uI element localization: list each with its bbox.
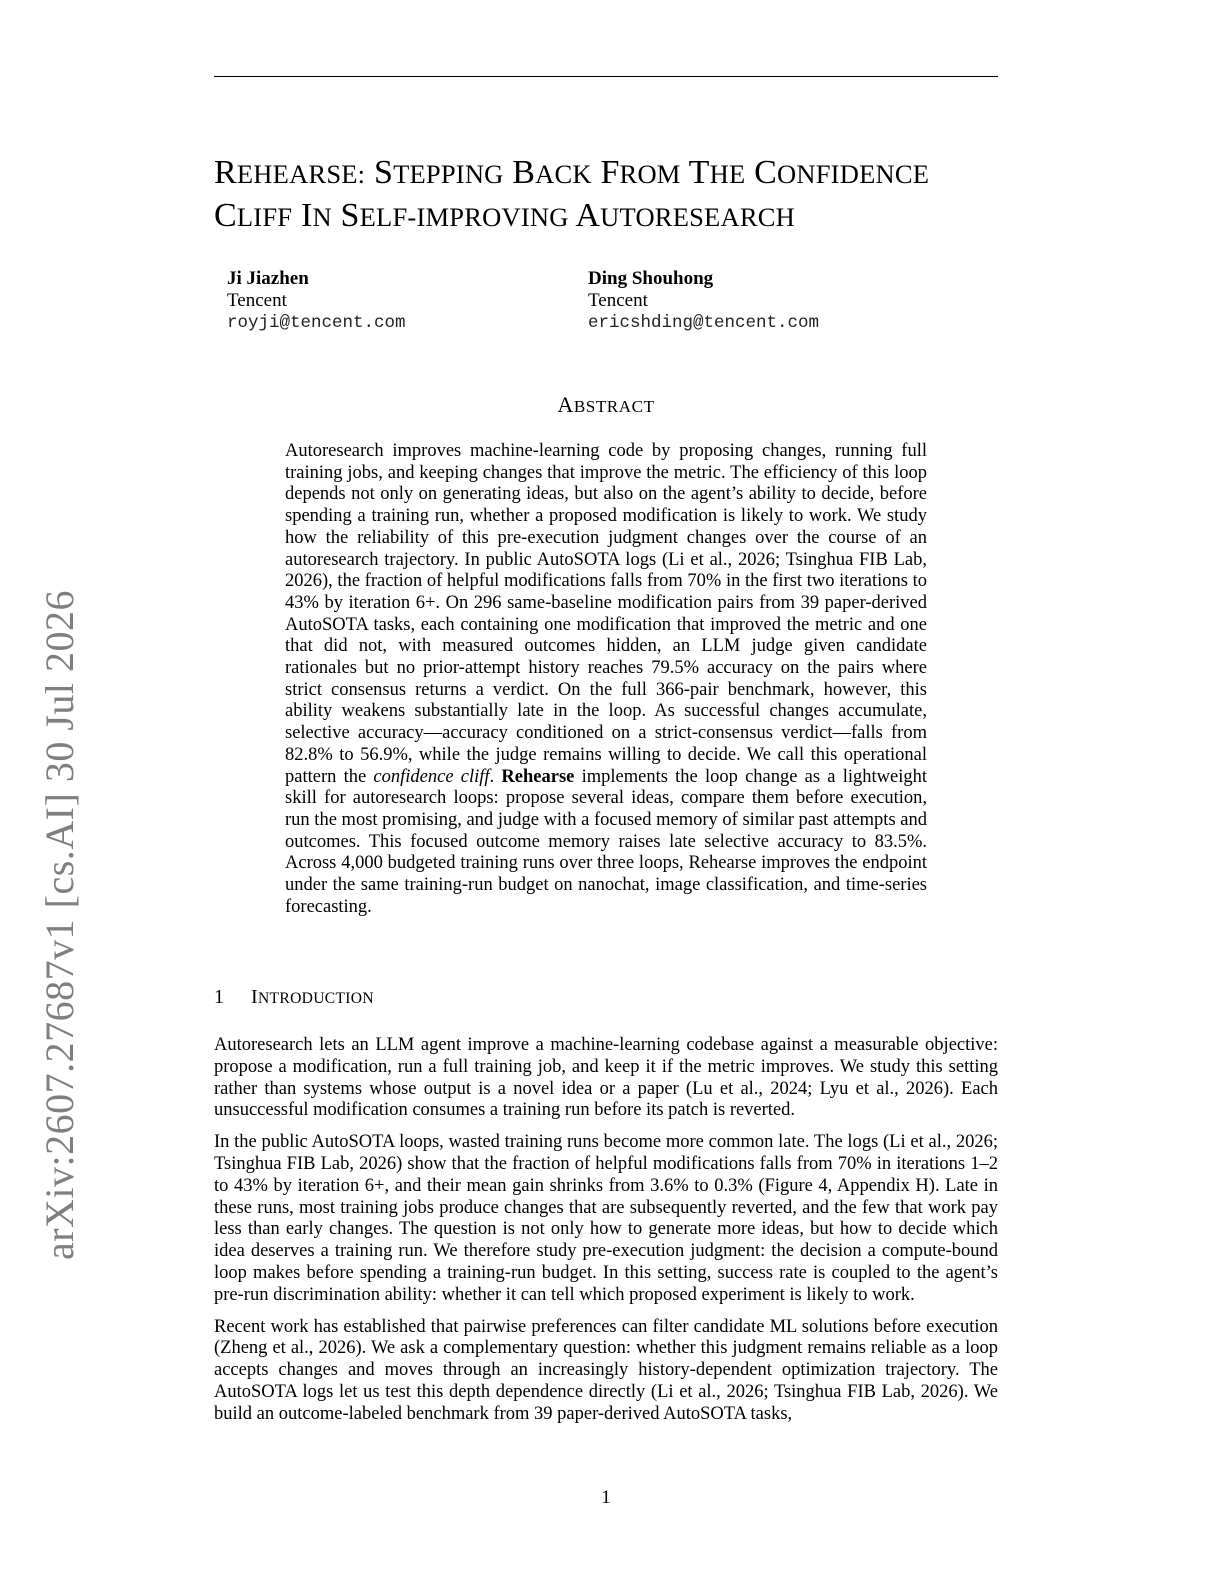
introduction-body bbox=[214, 1035, 998, 1436]
author-name: Ding Shouhong bbox=[588, 268, 714, 289]
intro-paragraph-2: In the public AutoSOTA loops, wasted training runs become more common late. The logs (Li et al., 2026; Tsinghua FIB Lab, 2026) show that the fraction of helpful modifications falls from 70% in iterations 1–2 to 43% by iteration 6+, and their mean gain shrinks from 3.6% to 0.3% (Figure 4, Appendix H). Late in these runs, most training jobs produce changes that are subsequently reverted, and the few that work pay less than early changes. The question is not only how to generate more ideas, but how to decide which idea deserves a training run. We therefore study pre-execution judgment: the decision a compute-bound loop makes before spending a training-run budget. In this setting, success rate is coupled to the agent’s pre-run discrimination ability: whether it can tell which proposed experiment is likely to work. bbox=[214, 1132, 998, 1305]
abstract-heading: ABSTRACT bbox=[557, 392, 655, 417]
author-email[interactable]: ericshding@tencent.com bbox=[588, 313, 820, 333]
page-number: 1 bbox=[601, 1487, 611, 1508]
abstract-text-2: . bbox=[489, 766, 502, 787]
author-block-2 bbox=[588, 268, 819, 334]
title-line-2: CLIFF IN SELF-IMPROVING AUTORESEARCH bbox=[214, 197, 795, 234]
title-line-1: REHEARSE: STEPPING BACK FROM THE CONFIDENCE bbox=[214, 154, 930, 191]
author-affiliation: Tencent bbox=[588, 290, 648, 311]
author-affiliation: Tencent bbox=[227, 290, 287, 311]
author-block-1 bbox=[227, 268, 406, 334]
paper-title bbox=[214, 152, 1014, 238]
header-rule bbox=[214, 76, 998, 77]
author-name: Ji Jiazhen bbox=[227, 268, 309, 289]
section-title: INTRODUCTION bbox=[251, 986, 374, 1008]
arxiv-identifier[interactable]: arXiv:2607.27687v1 [cs.AI] 30 Jul 2026 bbox=[37, 589, 82, 1261]
intro-paragraph-3: Recent work has established that pairwise preferences can filter candidate ML solutions before execution (Zheng et al., 2026). We ask a complementary question: whether this judgment remains reliable as a loop accepts changes and moves through an increasingly history-dependent optimization trajectory. The AutoSOTA logs let us test this depth dependence directly (Li et al., 2026; Tsinghua FIB Lab, 2026). We build an outcome-labeled benchmark from 39 paper-derived AutoSOTA tasks, bbox=[214, 1316, 998, 1424]
author-email[interactable]: royji@tencent.com bbox=[227, 313, 406, 333]
abstract-body bbox=[285, 441, 927, 918]
abstract-italic-term: confidence cliff bbox=[373, 766, 490, 787]
section-heading bbox=[214, 986, 374, 1009]
section-number: 1 bbox=[214, 986, 225, 1008]
abstract-bold-term: Rehearse bbox=[501, 766, 575, 787]
intro-paragraph-1: Autoresearch lets an LLM agent improve a machine-learning codebase against a measurable objective: propose a modification, run a full training job, and keep it if the metric improves. We study this setting rather than systems whose output is a novel idea or a paper (Lu et al., 2024; Lyu et al., 2026). Each unsuccessful modification consumes a training run before its patch is reverted. bbox=[214, 1035, 998, 1121]
abstract-text-1: Autoresearch improves machine-learning code by proposing changes, running full training jobs, and keeping changes that improve the metric. The efficiency of this loop depends not only on generating ideas, but also on the agent’s ability to decide, before spending a training run, whether a proposed modification is likely to work. We study how the reliability of this pre-execution judgment changes over the course of an autoresearch trajectory. In public AutoSOTA logs (Li et al., 2026; Tsinghua FIB Lab, 2026), the fraction of helpful modifications falls from 70% in the first two iterations to 43% by iteration 6+. On 296 same-baseline modification pairs from 39 paper-derived AutoSOTA tasks, each containing one modification that improved the metric and one that did not, with measured outcomes hidden, an LLM judge given candidate rationales but no prior-attempt history reaches 79.5% accuracy on the pairs where strict consensus returns a verdict. On the full 366-pair benchmark, however, this ability weakens substantially late in the loop. As successful changes accumulate, selective accuracy—accuracy conditioned on a strict-consensus verdict—falls from 82.8% to 56.9%, while the judge remains willing to decide. We call this operational pattern the bbox=[285, 441, 927, 787]
abstract-text-3: implements the loop change as a lightweight skill for autoresearch loops: propose several ideas, compare them before execution, run the most promising, and judge with a focused memory of similar past attempts and outcomes. This focused outcome memory raises late selective accuracy to 83.5%. Across 4,000 budgeted training runs over three loops, Rehearse improves the endpoint under the same training-run budget on nanochat, image classification, and time-series forecasting. bbox=[285, 766, 928, 917]
